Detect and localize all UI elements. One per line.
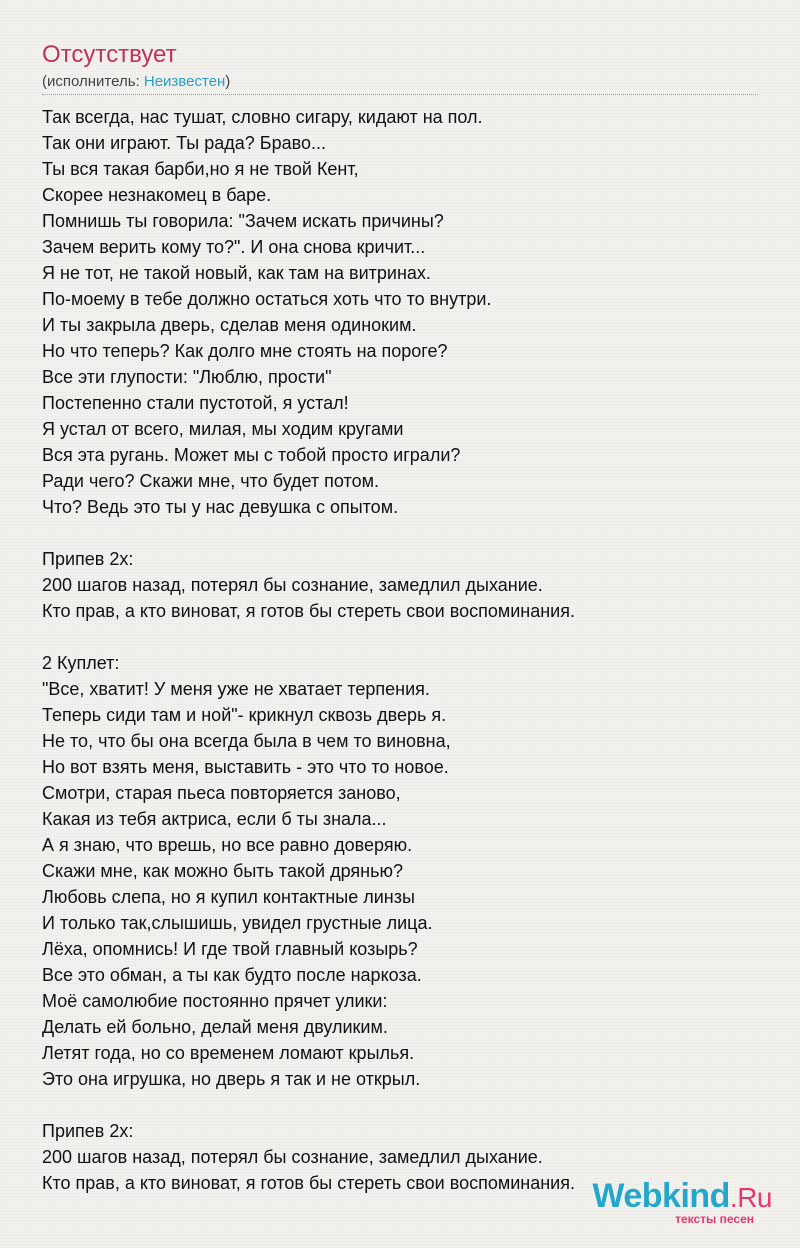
lyrics-text [42, 104, 758, 1196]
lyrics-line: Все это обман, а ты как будто после наркоза. [42, 965, 422, 985]
lyrics-line: Кто прав, а кто виноват, я готов бы стереть свои воспоминания. [42, 601, 575, 621]
song-header [42, 40, 758, 92]
lyrics-line: Какая из тебя актриса, если б ты знала... [42, 809, 387, 829]
lyrics-line: Летят года, но со временем ломают крылья. [42, 1043, 415, 1063]
lyrics-line: Я не тот, не такой новый, как там на витринах. [42, 263, 431, 283]
lyrics-line: Так они играют. Ты рада? Браво... [42, 133, 326, 153]
lyrics-blank-line [42, 1092, 758, 1118]
lyrics-line: Так всегда, нас тушат, словно сигару, кидают на пол. [42, 107, 483, 127]
lyrics-line: Что? Ведь это ты у нас девушка с опытом. [42, 497, 399, 517]
lyrics-line: Лёха, опомнись! И где твой главный козырь? [42, 939, 418, 959]
watermark-brand: Webkind [592, 1177, 730, 1215]
lyrics-line: Не то, что бы она всегда была в чем то виновна, [42, 731, 451, 751]
site-watermark [572, 1176, 772, 1226]
song-title: Отсутствует [42, 41, 177, 68]
lyrics-blank-line [42, 624, 758, 650]
lyrics-line: Постепенно стали пустотой, я устал! [42, 393, 349, 413]
lyrics-line: 200 шагов назад, потерял бы сознание, замедлил дыхание. [42, 575, 543, 595]
lyrics-line: Все эти глупости: "Люблю, прости" [42, 367, 332, 387]
lyrics-line: Припев 2х: [42, 549, 134, 569]
lyrics-line: Ты вся такая барби,но я не твой Кент, [42, 159, 359, 179]
watermark-tld: .Ru [729, 1182, 772, 1213]
lyrics-line: Скорее незнакомец в баре. [42, 185, 272, 205]
artist-link[interactable]: Неизвестен [143, 73, 226, 90]
lyrics-line: 2 Куплет: [42, 653, 120, 673]
lyrics-blank-line [42, 520, 758, 546]
lyrics-line: Ради чего? Скажи мне, что будет потом. [42, 471, 379, 491]
lyrics-line: И только так,слышишь, увидел грустные лица. [42, 913, 433, 933]
artist-prefix: (исполнитель: [42, 73, 144, 90]
lyrics-line: Скажи мне, как можно быть такой дрянью? [42, 861, 403, 881]
lyrics-line: По-моему в тебе должно остаться хоть что то внутри. [42, 289, 492, 309]
lyrics-line: Теперь сиди там и ной"- крикнул сквозь дверь я. [42, 705, 447, 725]
artist-suffix: ) [225, 73, 231, 90]
header-divider [42, 94, 758, 95]
lyrics-line: Делать ей больно, делай меня двуликим. [42, 1017, 388, 1037]
lyrics-line: А я знаю, что врешь, но все равно доверяю. [42, 835, 413, 855]
lyrics-line: Смотри, старая пьеса повторяется заново, [42, 783, 401, 803]
lyrics-line: Припев 2х: [42, 1121, 134, 1141]
lyrics-line: Моё самолюбие постоянно прячет улики: [42, 991, 388, 1011]
watermark-tagline: тексты песен [675, 1212, 754, 1226]
lyrics-line: Но вот взять меня, выставить - это что то новое. [42, 757, 449, 777]
lyrics-line: Это она игрушка, но дверь я так и не открыл. [42, 1069, 421, 1089]
lyrics-line: Кто прав, а кто виноват, я готов бы стереть свои воспоминания. [42, 1173, 575, 1193]
lyrics-line: Помнишь ты говорила: "Зачем искать причины? [42, 211, 444, 231]
lyrics-line: И ты закрыла дверь, сделав меня одиноким. [42, 315, 417, 335]
lyrics-line: "Все, хватит! У меня уже не хватает терпения. [42, 679, 430, 699]
lyrics-line: Вся эта ругань. Может мы с тобой просто играли? [42, 445, 461, 465]
lyrics-line: Я устал от всего, милая, мы ходим кругами [42, 419, 404, 439]
artist-line [42, 72, 758, 92]
lyrics-line: Зачем верить кому то?". И она снова кричит... [42, 237, 426, 257]
lyrics-line: Но что теперь? Как долго мне стоять на пороге? [42, 341, 448, 361]
lyrics-line: Любовь слепа, но я купил контактные линзы [42, 887, 415, 907]
lyrics-line: 200 шагов назад, потерял бы сознание, замедлил дыхание. [42, 1147, 543, 1167]
